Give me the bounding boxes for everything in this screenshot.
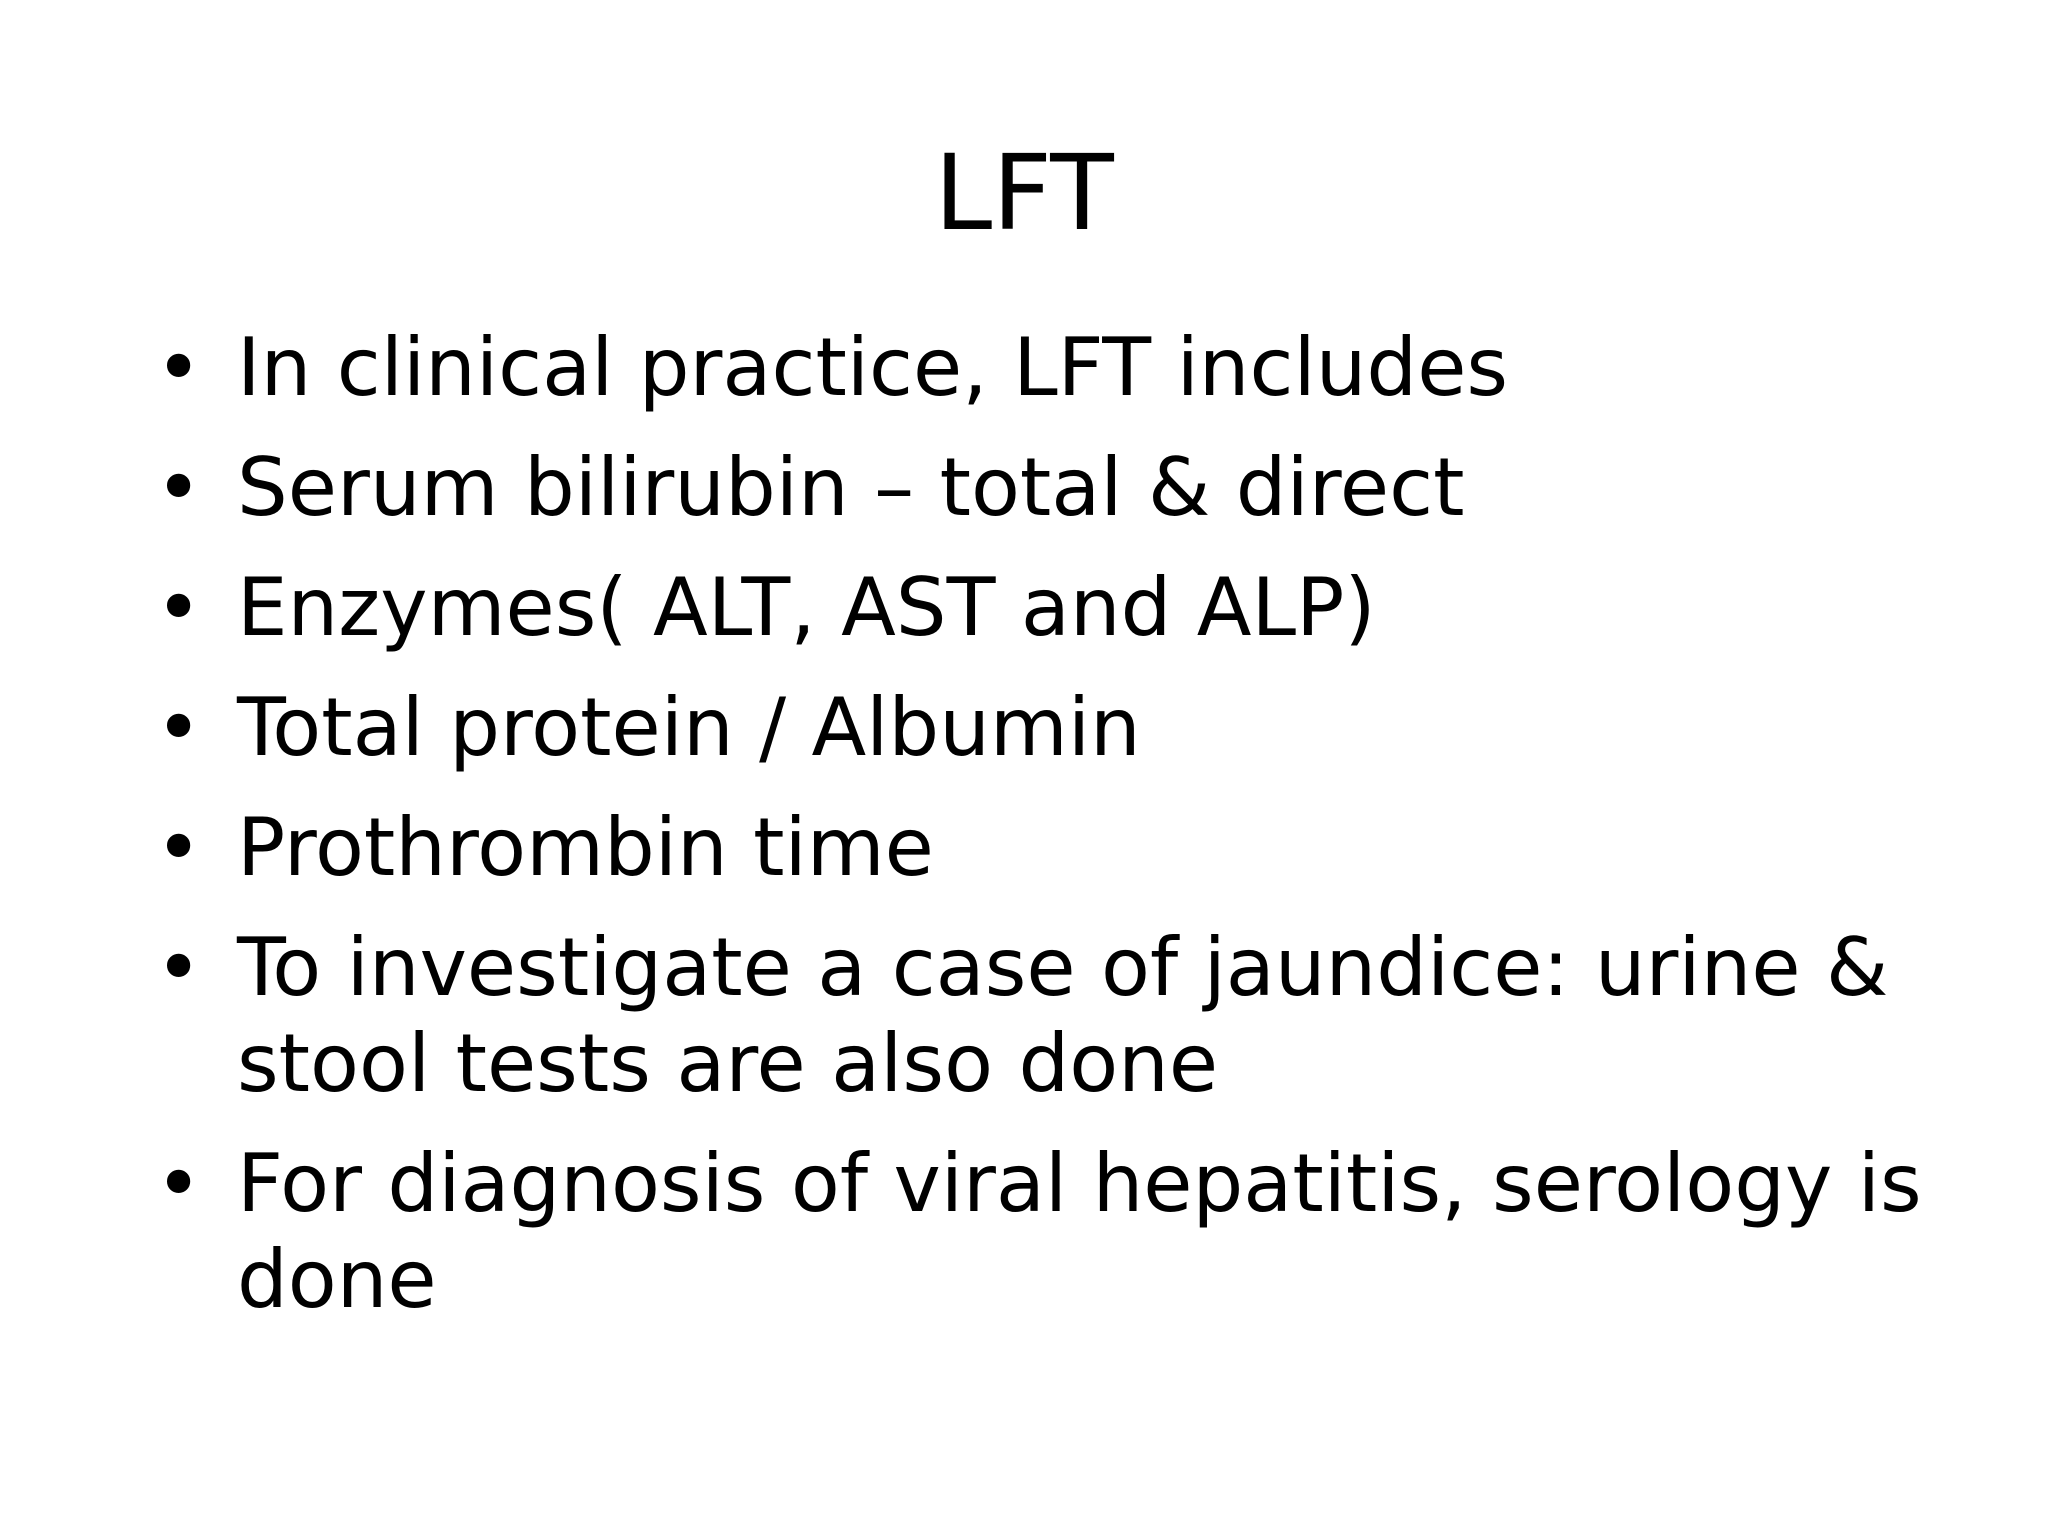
bullet-icon: • — [155, 321, 203, 414]
bullet-text: Total protein / Albumin — [237, 681, 1141, 774]
list-item — [155, 680, 1955, 776]
bullet-icon: • — [155, 1137, 203, 1230]
bullet-text: For diagnosis of viral hepatitis, serology is done — [237, 1137, 1922, 1326]
bullet-icon: • — [155, 801, 203, 894]
bullet-icon: • — [155, 441, 203, 534]
bullet-list — [155, 320, 1955, 1352]
list-item — [155, 800, 1955, 896]
bullet-icon: • — [155, 921, 203, 1014]
bullet-text: To investigate a case of jaundice: urine & stool tests are also done — [237, 921, 1889, 1110]
list-item — [155, 560, 1955, 656]
list-item — [155, 1136, 1955, 1328]
bullet-icon: • — [155, 561, 203, 654]
slide-title: LFT — [934, 132, 1114, 254]
list-item — [155, 440, 1955, 536]
list-item — [155, 320, 1955, 416]
bullet-text: Serum bilirubin – total & direct — [237, 441, 1465, 534]
bullet-text: In clinical practice, LFT includes — [237, 321, 1509, 414]
bullet-text: Enzymes( ALT, AST and ALP) — [237, 561, 1376, 654]
bullet-text: Prothrombin time — [237, 801, 934, 894]
list-item — [155, 920, 1955, 1112]
bullet-icon: • — [155, 681, 203, 774]
